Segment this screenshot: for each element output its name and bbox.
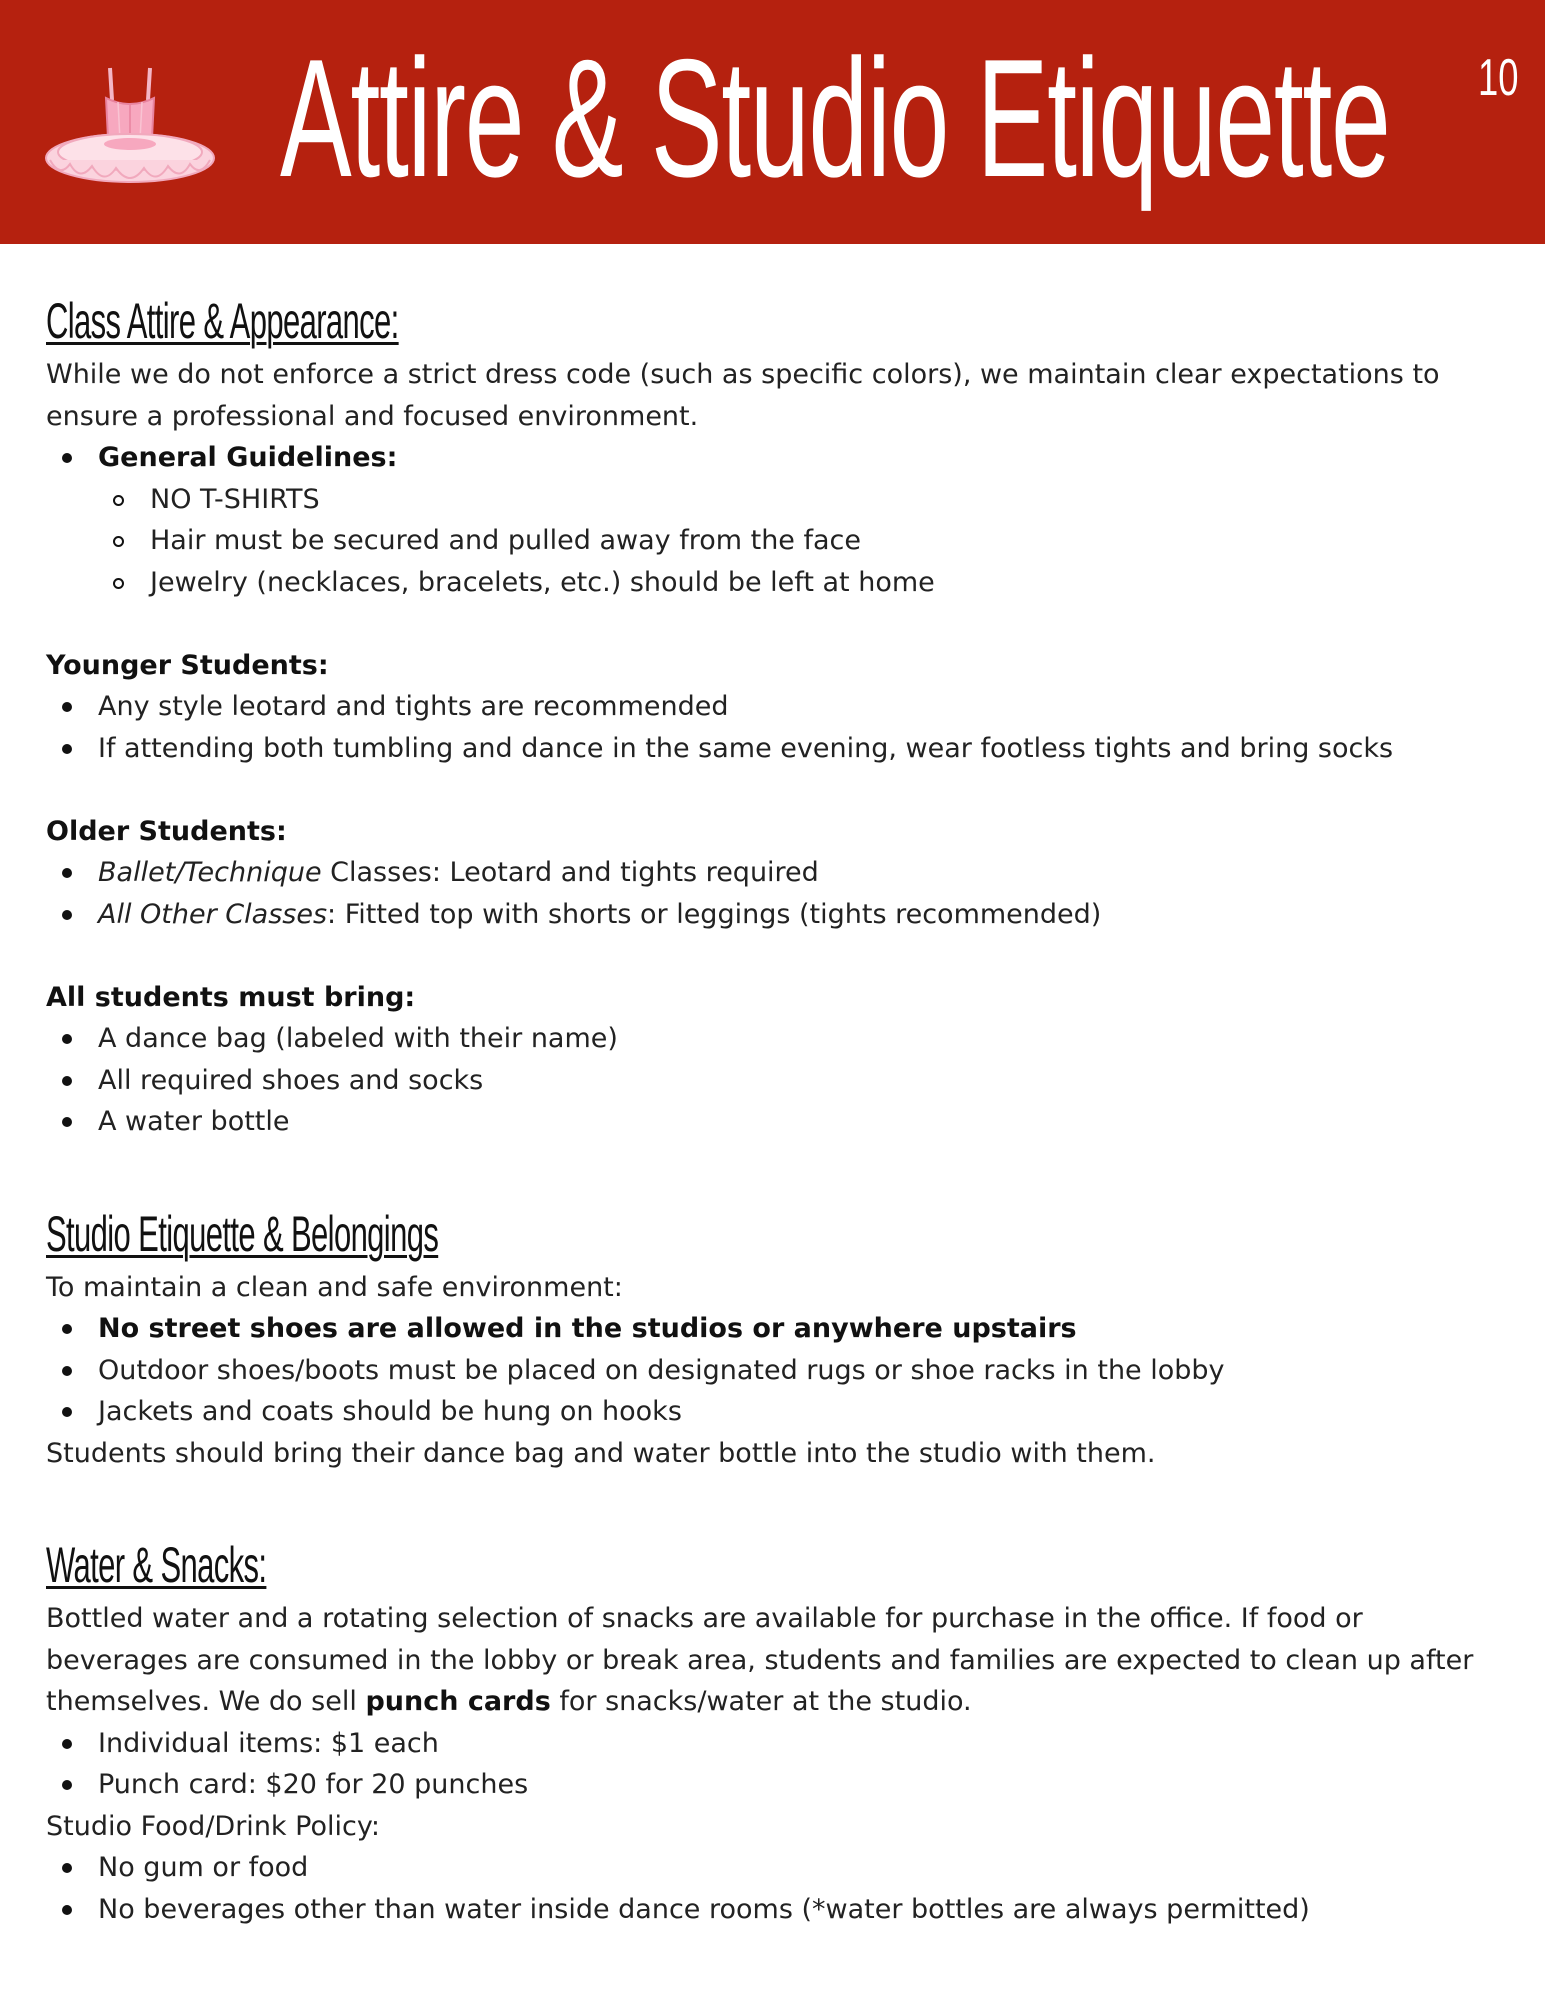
list-item: Punch card: $20 for 20 punches <box>46 1764 1486 1806</box>
paragraph-text: Bottled water and a rotating selection of snacks are available for purchase in the office. If food or beverages are consumed in the lobby or break area, students and families are expected to clean up after themselves. We do sell <box>46 1603 1474 1717</box>
general-guidelines-label: General Guidelines: <box>98 442 398 473</box>
policy-list <box>46 1847 1486 1930</box>
list-item: If attending both tumbling and dance in the same evening, wear footless tights and bring socks <box>46 728 1486 770</box>
list-item: Jewelry (necklaces, bracelets, etc.) should be left at home <box>46 562 1486 604</box>
list-item <box>46 437 1486 479</box>
list-item: No gum or food <box>46 1847 1486 1889</box>
section-heading-etiquette: Studio Etiquette & Belongings <box>46 1205 439 1262</box>
list-item <box>46 894 1486 936</box>
etiquette-intro: To maintain a clean and safe environment: <box>46 1271 623 1303</box>
etiquette-closing: Students should bring their dance bag and water bottle into the studio with them. <box>46 1437 1156 1469</box>
page-content <box>46 282 1486 1930</box>
page-title: Attire & Studio Etiquette <box>280 24 1390 212</box>
younger-students-label: Younger Students: <box>46 649 329 681</box>
bring-label: All students must bring: <box>46 981 416 1013</box>
list-item: Jackets and coats should be hung on hooks <box>46 1391 1486 1433</box>
general-guidelines-sublist <box>46 479 1486 604</box>
older-item-text: : Fitted top with shorts or leggings (tights recommended) <box>327 898 1102 930</box>
section-heading-water-snacks: Water & Snacks: <box>46 1537 267 1593</box>
page-number: 10 <box>1478 49 1519 107</box>
list-item: NO T-SHIRTS <box>46 479 1486 521</box>
bring-list <box>46 1018 1486 1143</box>
paragraph-text: for snacks/water at the studio. <box>550 1686 972 1717</box>
list-item: All required shoes and socks <box>46 1060 1486 1102</box>
list-item: Outdoor shoes/boots must be placed on designated rugs or shoe racks in the lobby <box>46 1350 1486 1392</box>
punch-cards-emphasis: punch cards <box>365 1686 551 1717</box>
price-list <box>46 1723 1486 1806</box>
class-type-ballet: Ballet/Technique <box>98 857 322 888</box>
attire-intro: While we do not enforce a strict dress code (such as specific colors), we maintain clear expectations to ensure a professional and focused environment. <box>46 359 1440 432</box>
class-type-other: All Other Classes <box>98 898 328 930</box>
younger-students-list <box>46 686 1486 769</box>
header-banner <box>0 0 1545 244</box>
etiquette-list <box>46 1308 1486 1433</box>
list-item: A water bottle <box>46 1101 1486 1143</box>
general-guidelines-list <box>46 437 1486 479</box>
list-item: A dance bag (labeled with their name) <box>46 1018 1486 1060</box>
tutu-dress-icon <box>40 60 220 210</box>
list-item: Any style leotard and tights are recommended <box>46 686 1486 728</box>
list-item: Individual items: $1 each <box>46 1723 1486 1765</box>
older-students-label: Older Students: <box>46 815 287 847</box>
list-item: No street shoes are allowed in the studios or anywhere upstairs <box>46 1308 1486 1350</box>
policy-label: Studio Food/Drink Policy: <box>46 1810 380 1842</box>
list-item: Hair must be secured and pulled away from the face <box>46 520 1486 562</box>
older-students-list <box>46 852 1486 935</box>
older-item-text: Classes: Leotard and tights required <box>321 857 819 888</box>
water-snacks-paragraph <box>46 1598 1486 1723</box>
list-item <box>46 852 1486 894</box>
list-item: No beverages other than water inside dance rooms (*water bottles are always permitted) <box>46 1889 1486 1931</box>
section-heading-attire: Class Attire & Appearance: <box>46 293 399 349</box>
